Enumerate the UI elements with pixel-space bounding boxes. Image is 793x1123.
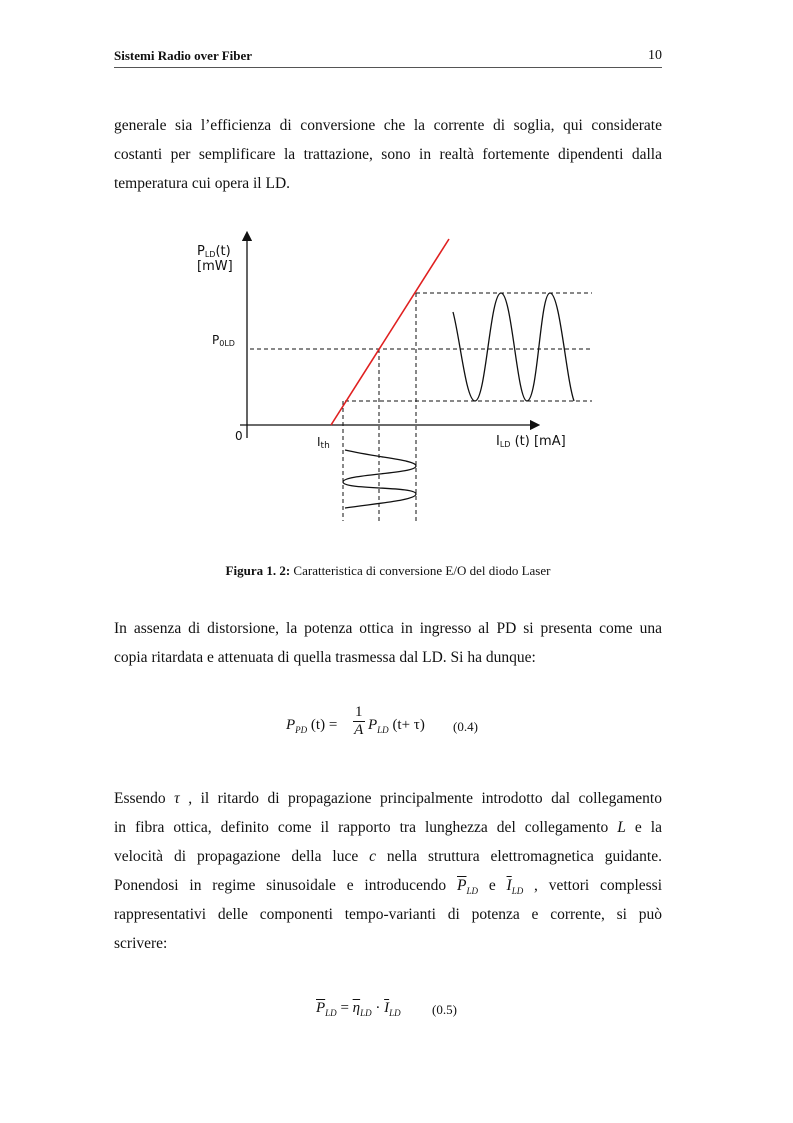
eq-rhs-sub: LD	[377, 725, 389, 735]
y-axis-unit: [mW]	[197, 259, 233, 274]
text-line: in fibra ottica, definito come il rapporto tra lunghezza del collegamento L e la	[114, 819, 662, 836]
eq-fraction	[353, 704, 365, 739]
eq2-number: (0.5)	[432, 1002, 457, 1017]
eq-lhs-arg: (t) =	[310, 717, 338, 733]
paragraph-2	[114, 614, 662, 672]
equation-0-5	[316, 1000, 516, 1026]
eq-rhs-arg: (t+ τ)	[392, 717, 425, 733]
bias-power-label: P0LD	[212, 333, 235, 348]
paragraph-3	[114, 784, 662, 958]
text-line: In assenza di distorsione, la potenza ottica in ingresso al PD si presenta come una	[114, 620, 662, 637]
eq-lhs-symbol: P	[286, 717, 296, 733]
figure-svg	[190, 228, 600, 528]
conversion-characteristic-line	[331, 239, 449, 425]
text-line: temperatura cui opera il LD.	[114, 175, 291, 192]
page-number: 10	[648, 48, 662, 63]
equation-0-4	[286, 704, 546, 750]
eq2-rhs-sub: LD	[389, 1008, 401, 1018]
output-power-waveform	[453, 293, 574, 401]
caption-text: Caratteristica di conversione E/O del diodo Laser	[290, 563, 551, 578]
eq2-dot: ·	[371, 1000, 385, 1016]
text-line: generale sia l’efficienza di conversione che la corrente di soglia, qui considerate	[114, 117, 662, 134]
text-line: Ponendosi in regime sinusoidale e introducendo $\overline{P}_{LD}$ e $\overline{I}_{LD}$ , vettori complessi	[114, 877, 663, 897]
page-header	[114, 48, 662, 68]
text-line: rappresentativi delle componenti tempo-varianti di potenza e corrente, si può	[114, 906, 662, 923]
eq-rhs-symbol: P	[368, 717, 378, 733]
eq2-equals: =	[336, 1000, 353, 1016]
eq-denominator: A	[354, 722, 364, 738]
origin-label: 0	[235, 429, 243, 443]
text-line: velocità di propagazione della luce c nella struttura elettromagnetica guidante.	[114, 848, 662, 865]
threshold-current-label: Ith	[317, 435, 330, 451]
eq2-rhs-symbol: $\overline{I}$	[384, 1000, 390, 1016]
x-axis-label: ILD (t) [mA]	[496, 434, 566, 449]
running-title: Sistemi Radio over Fiber	[114, 48, 253, 63]
eq2-eta-sub: LD	[360, 1008, 372, 1018]
eq2-lhs-sub: LD	[325, 1008, 337, 1018]
text-line: copia ritardata e attenuata di quella trasmessa dal LD. Si ha dunque:	[114, 649, 536, 666]
figure-caption	[114, 563, 662, 579]
eq-number: (0.4)	[453, 719, 478, 734]
caption-number: Figura 1. 2:	[225, 563, 291, 578]
header-rule	[114, 67, 662, 68]
laser-characteristic-figure	[190, 228, 600, 528]
eq2-eta: $\overline{\eta}$	[352, 1000, 361, 1016]
eq-numerator: 1	[355, 704, 363, 720]
eq-lhs-sub: PD	[295, 725, 308, 735]
paragraph-1	[114, 111, 662, 198]
text-line: costanti per semplificare la trattazione, sono in realtà fortemente dipendenti dalla	[114, 146, 662, 163]
y-axis-label: PLD(t)	[197, 244, 231, 259]
eq2-lhs-symbol: $\overline{P}$	[316, 1000, 326, 1016]
text-line: Essendo τ , il ritardo di propagazione principalmente introdotto dal collegamento	[114, 790, 662, 807]
text-line: scrivere:	[114, 935, 168, 952]
